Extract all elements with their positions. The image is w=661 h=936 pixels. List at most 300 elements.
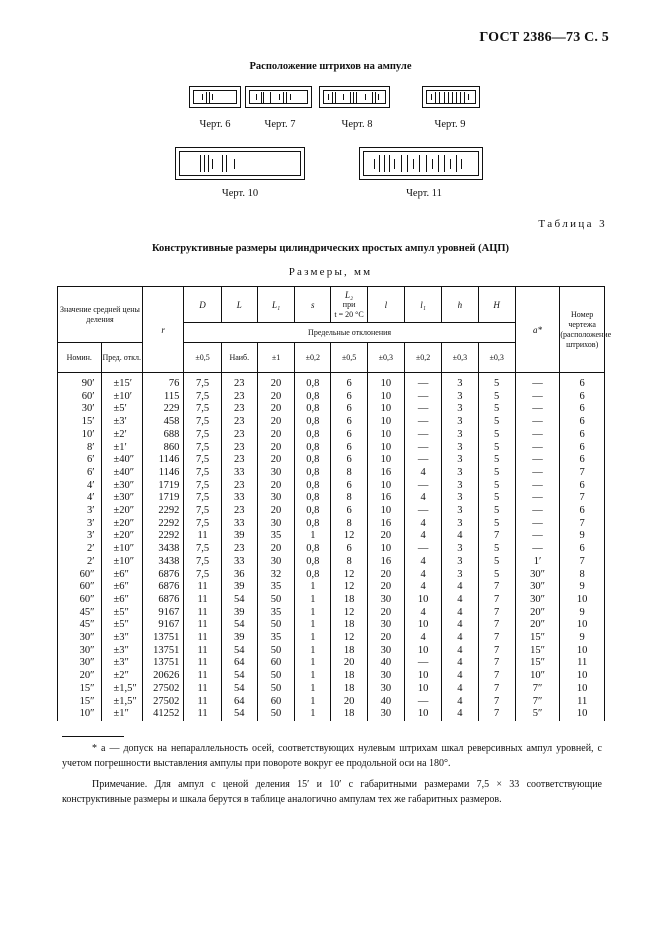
table-cell: — [515,543,560,556]
table-cell: 5 [478,492,515,505]
table-cell: 11 [560,657,605,670]
table-cell: 0,8 [295,467,331,480]
table-cell: 30′ [58,403,102,416]
table-cell: 64 [221,696,257,709]
table-cell: 7,5 [184,505,221,518]
table-cell: — [404,442,441,455]
table-row [58,632,605,645]
table-cell: 7 [478,632,515,645]
table-cell: 4 [442,581,478,594]
table-cell: 3 [442,543,478,556]
table-cell: — [404,403,441,416]
scale-tick [290,94,291,100]
table-cell: 33 [221,556,257,569]
figure-caption-6: Черт. 6 [199,119,231,130]
table-cell: 6 [331,391,367,404]
table-cell: 1719 [142,480,183,493]
table-cell: 6′ [58,467,102,480]
table-cell: — [404,454,441,467]
table-cell: 39 [221,632,257,645]
scale-tick [401,155,402,172]
table-cell: 1 [295,645,331,658]
tol-h: ±0,3 [442,343,478,373]
table-cell: ±30″ [101,480,142,493]
scale-tick [350,92,351,103]
table-cell: 6 [560,454,605,467]
table-cell: ±6″ [101,594,142,607]
scale-tick [426,155,427,172]
table-cell: 7 [478,530,515,543]
table-cell: 27502 [142,683,183,696]
table-cell: ±20″ [101,505,142,518]
table-cell: 10 [560,670,605,683]
scale-tick [206,92,207,103]
header-drawing-number: Номер чертежа (расположение штрихов) [560,287,605,373]
table-cell: 6 [560,403,605,416]
table-cell: 8 [331,518,367,531]
scale-tick [378,94,379,100]
table-cell: 10 [560,594,605,607]
table-cell: 39 [221,581,257,594]
table-cell: 0,8 [295,505,331,518]
table-cell: 4 [442,670,478,683]
header-h: h [442,287,478,323]
table-cell: 4 [404,607,441,620]
header-L2-sub2: t = 20 °C [334,309,364,319]
table-cell: — [404,373,441,391]
scale-tick [464,92,465,103]
scale-tick [384,155,385,172]
tol-L1: ±1 [257,343,294,373]
table-cell: 10 [404,645,441,658]
table-cell: 18 [331,645,367,658]
table-cell: 6 [560,391,605,404]
table-cell: 20 [331,657,367,670]
table-cell: — [515,442,560,455]
table-cell: 11 [184,607,221,620]
scale-tick [222,155,223,172]
table-cell: 3 [442,454,478,467]
table-cell: 7,5 [184,391,221,404]
table-cell: 20 [257,454,294,467]
table-cell: ±5″ [101,619,142,632]
dimensions-table [57,286,612,721]
scale-tick [226,155,227,172]
table-cell: 0,8 [295,429,331,442]
table-cell: 20″ [58,670,102,683]
table-cell: 13751 [142,632,183,645]
table-cell: 229 [142,403,183,416]
table-cell: 35 [257,581,294,594]
table-cell: 12 [331,632,367,645]
table-cell: 10 [404,683,441,696]
table-cell: 20 [257,480,294,493]
table-cell: 9 [560,581,605,594]
table-cell: 458 [142,416,183,429]
document-header: ГОСТ 2386—73 С. 5 [479,30,609,45]
table-cell: 10 [404,594,441,607]
table-cell: 9 [560,530,605,543]
table-cell: ±3″ [101,657,142,670]
table-cell: 5 [478,429,515,442]
table-cell: 10 [404,708,441,721]
table-cell: 3 [442,505,478,518]
table-cell: 5 [478,454,515,467]
table-cell: 2′ [58,543,102,556]
table-cell: 5 [478,480,515,493]
table-cell: — [404,505,441,518]
table-cell: 0,8 [295,518,331,531]
table-cell: 7,5 [184,556,221,569]
table-cell: 1146 [142,467,183,480]
scale-tick [460,92,461,103]
table-row [58,518,605,531]
table-cell: 1′ [515,556,560,569]
table-cell: 7,5 [184,492,221,505]
table-cell: 54 [221,708,257,721]
table-cell: 7″ [515,683,560,696]
table-cell: ±6″ [101,581,142,594]
table-cell: 15′ [58,416,102,429]
table-cell: 5 [478,518,515,531]
table-row [58,442,605,455]
table-cell: 10 [367,403,404,416]
table-cell: 18 [331,670,367,683]
table-cell: 7 [560,492,605,505]
table-cell: 0,8 [295,442,331,455]
scale-tick [204,155,205,172]
table-cell: — [515,480,560,493]
table-cell: 11 [184,581,221,594]
table-cell: 3 [442,391,478,404]
table-cell: 30 [257,492,294,505]
table-cell: 860 [142,442,183,455]
table-cell: 6 [331,505,367,518]
table-cell: ±3″ [101,632,142,645]
figure-caption-8: Черт. 8 [341,119,373,130]
table-cell: 9167 [142,619,183,632]
table-cell: 10 [367,505,404,518]
table-cell: 5″ [515,708,560,721]
scale-tick [270,92,271,103]
table-cell: 2292 [142,518,183,531]
table-cell: 1 [295,708,331,721]
note: Примечание. Для ампул с ценой деления 15′ и 10′ с габаритными размерами 7,5 × 33 соответствующие конструктивные размеры и шкала берутся в таблице аналогично ампулам тех же габаритных размеров. [62,779,602,805]
table-cell: 5 [478,467,515,480]
table-row [58,480,605,493]
table-cell: 50 [257,619,294,632]
table-cell: 23 [221,454,257,467]
table-cell: 4 [442,619,478,632]
table-cell: 4 [404,581,441,594]
table-cell: 7 [478,670,515,683]
table-cell: 10″ [515,670,560,683]
table-cell: 18 [331,708,367,721]
scale-tick [444,155,445,172]
table-cell: 16 [367,518,404,531]
table-cell: 12 [331,569,367,582]
scale-tick [283,92,284,103]
table-cell: 6 [331,416,367,429]
table-cell: 40 [367,696,404,709]
table-cell: 4 [442,530,478,543]
header-L2 [331,287,367,323]
scale-tick [332,92,333,103]
table-cell: — [515,518,560,531]
scale-tick [468,94,469,100]
table-cell: 3 [442,518,478,531]
table-cell: 1 [295,619,331,632]
table-cell: 35 [257,632,294,645]
scale-tick [286,92,287,103]
table-cell: 3′ [58,505,102,518]
table-cell: — [404,391,441,404]
table-cell: 4 [404,632,441,645]
table-number: Таблица 3 [538,218,607,230]
table-row [58,429,605,442]
table-cell: 10 [367,373,404,391]
table-cell: 7,5 [184,467,221,480]
table-row [58,607,605,620]
table-row [58,373,605,391]
scale-tick [407,155,408,172]
table-cell: 30 [367,619,404,632]
table-cell: 7 [478,657,515,670]
ampoule-figure-7 [245,86,312,108]
table-cell: 20 [367,530,404,543]
scale-tick [263,92,264,103]
table-row [58,708,605,721]
table-cell: 5 [478,403,515,416]
table-cell: 1 [295,594,331,607]
table-cell: — [515,416,560,429]
table-cell: 15″ [58,683,102,696]
table-cell: 7,5 [184,442,221,455]
table-cell: 4 [404,518,441,531]
table-cell: 20 [257,543,294,556]
table-cell: 30 [367,594,404,607]
table-cell: 16 [367,556,404,569]
header-tolerances: Предельные отклонения [184,323,515,343]
table-cell: 8 [331,467,367,480]
table-row [58,670,605,683]
table-cell: 54 [221,645,257,658]
table-cell: 6 [560,442,605,455]
table-cell: 20 [257,391,294,404]
figure-caption-10: Черт. 10 [221,188,259,199]
table-row [58,403,605,416]
table-cell: 4 [404,569,441,582]
table-cell: 7,5 [184,416,221,429]
table-cell: 1 [295,632,331,645]
table-cell: 60′ [58,391,102,404]
table-cell: 7 [478,607,515,620]
table-cell: 6′ [58,454,102,467]
ampoule-figure-10 [175,147,305,180]
table-cell: 9167 [142,607,183,620]
table-cell: 4 [442,708,478,721]
table-cell: 6 [560,480,605,493]
ampoule-figure-8 [319,86,390,108]
table-cell: 11 [184,657,221,670]
table-cell: 11 [184,708,221,721]
table-cell: 3 [442,467,478,480]
scale-tick [419,155,420,172]
table-cell: 20 [367,569,404,582]
table-cell: 3 [442,480,478,493]
table-cell: 3′ [58,518,102,531]
header-L1: L₁ [257,287,294,323]
section-title: Расположение штрихов на ампуле [249,61,412,72]
table-cell: ±20″ [101,530,142,543]
table-cell: — [515,530,560,543]
table-cell: 1 [295,670,331,683]
table-row [58,505,605,518]
table-cell: 7 [478,708,515,721]
table-cell: 3′ [58,530,102,543]
table-cell: 4 [442,632,478,645]
table-cell: 39 [221,530,257,543]
scale-tick [261,92,262,103]
table-cell: 7,5 [184,569,221,582]
scale-tick [212,94,213,100]
table-cell: 30 [367,645,404,658]
table-cell: 54 [221,619,257,632]
table-cell: 10′ [58,429,102,442]
table-cell: 3 [442,556,478,569]
table-cell: 7 [478,696,515,709]
table-cell: ±1,5″ [101,696,142,709]
table-row [58,683,605,696]
table-cell: 12 [331,530,367,543]
table-cell: 50 [257,670,294,683]
table-cell: 3 [442,429,478,442]
table-cell: 4 [404,556,441,569]
table-cell: ±3′ [101,416,142,429]
scale-tick [448,92,449,103]
scale-tick [200,155,201,172]
table-cell: 6 [331,454,367,467]
table-cell: 7,5 [184,518,221,531]
table-cell: 4′ [58,492,102,505]
table-cell: 30 [257,518,294,531]
scale-tick [389,155,390,172]
table-cell: 7,5 [184,480,221,493]
tol-L: Наиб. [221,343,257,373]
table-cell: 54 [221,594,257,607]
table-cell: 6 [560,373,605,391]
table-cell: 10 [367,391,404,404]
table-cell: 11 [184,645,221,658]
table-cell: 7 [478,645,515,658]
table-cell: 11 [184,594,221,607]
table-cell: 23 [221,442,257,455]
table-cell: 11 [560,696,605,709]
table-row [58,657,605,670]
scale-tick [234,159,235,169]
table-cell: 30 [367,670,404,683]
table-cell: 30 [367,708,404,721]
table-cell: 30″ [515,581,560,594]
table-cell: 1 [295,657,331,670]
table-cell: ±10′ [101,391,142,404]
header-s: s [295,287,331,323]
table-cell: 23 [221,416,257,429]
table-cell: 6 [331,480,367,493]
table-cell: 50 [257,708,294,721]
table-cell: 5 [478,543,515,556]
scale-tick [452,92,453,103]
table-cell: 0,8 [295,416,331,429]
scale-tick [328,94,329,100]
table-cell: — [515,505,560,518]
table-cell: 6 [560,505,605,518]
table-cell: 5 [478,391,515,404]
table-cell: 10 [367,480,404,493]
table-cell: 15″ [515,632,560,645]
table-cell: 1 [295,607,331,620]
scale-tick [343,94,344,100]
table-row [58,416,605,429]
table-cell: 1 [295,683,331,696]
table-cell: 3438 [142,556,183,569]
table-row [58,581,605,594]
table-cell: 18 [331,594,367,607]
table-cell: ±10″ [101,543,142,556]
table-cell: ±15′ [101,373,142,391]
table-cell: 60″ [58,594,102,607]
table-cell: 10 [560,619,605,632]
table-cell: 6 [560,429,605,442]
tol-s: ±0,2 [295,343,331,373]
table-cell: 5 [478,373,515,391]
header-nominal: Номин. [58,343,102,373]
table-cell: 41252 [142,708,183,721]
table-cell: 4 [442,645,478,658]
scale-tick [279,94,280,100]
table-cell: 60 [257,657,294,670]
scale-tick [439,92,440,103]
table-cell: 7 [478,594,515,607]
table-cell: 11 [184,696,221,709]
table-cell: 7,5 [184,543,221,556]
table-row [58,619,605,632]
scale-tick [335,92,336,103]
table-cell: 10 [560,708,605,721]
table-cell: — [515,429,560,442]
table-cell: 2292 [142,530,183,543]
table-cell: 15″ [515,645,560,658]
table-cell: 20 [257,442,294,455]
table-cell: 7 [478,581,515,594]
table-cell: 6 [331,403,367,416]
table-cell: 20 [367,581,404,594]
table-cell: 32 [257,569,294,582]
table-cell: 50 [257,683,294,696]
scale-tick [444,92,445,103]
scale-tick [375,92,376,103]
table-cell: 23 [221,373,257,391]
table-cell: ±40″ [101,467,142,480]
table-cell: 30″ [515,569,560,582]
table-cell: 12 [331,581,367,594]
tol-l: ±0,3 [367,343,404,373]
table-cell: 0,8 [295,480,331,493]
table-cell: 10 [367,429,404,442]
table-cell: 7,5 [184,454,221,467]
table-cell: 4 [404,492,441,505]
table-cell: 0,8 [295,403,331,416]
